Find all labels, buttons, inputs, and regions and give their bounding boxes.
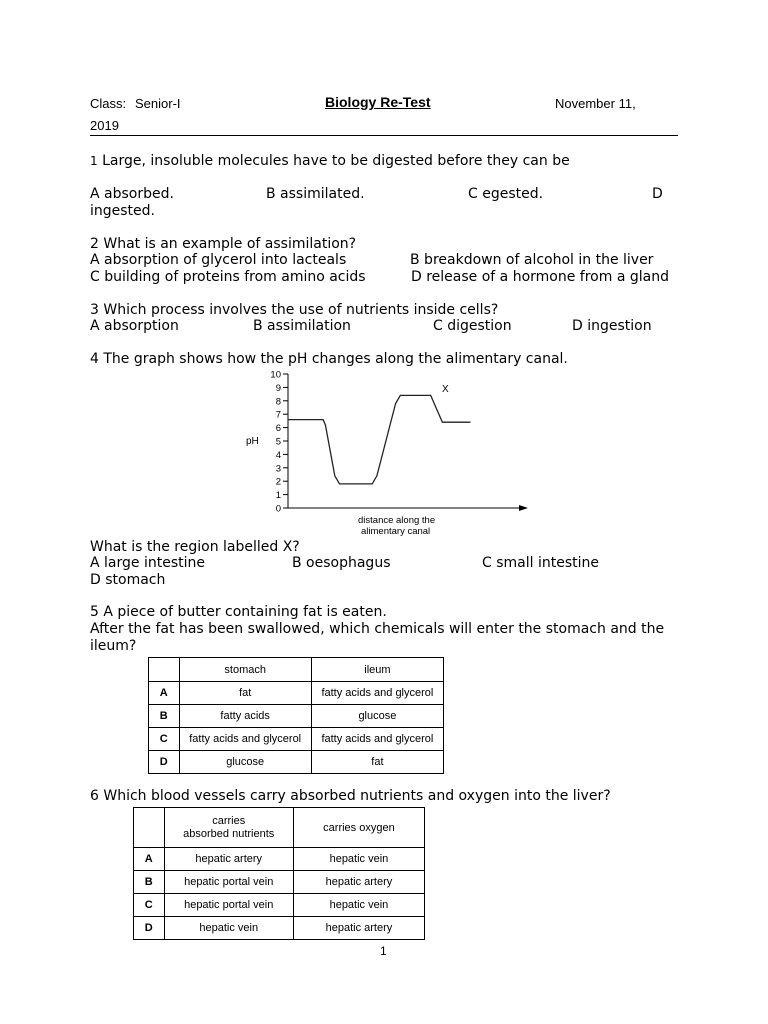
q3-option-a: A absorption	[90, 318, 179, 334]
date-line-2: 2019	[90, 118, 119, 133]
table-row	[149, 682, 444, 705]
chart-annotation-x: X	[442, 384, 449, 395]
q1-option-b: B assimilated.	[266, 186, 365, 202]
table-row	[134, 871, 425, 894]
q5-answer-table	[148, 657, 444, 774]
q3-option-c: C digestion	[433, 318, 512, 334]
table-cell: C	[134, 894, 165, 917]
page-number: 1	[380, 944, 387, 958]
table-header-cell	[164, 808, 293, 848]
chart-y-tick-label: 4	[275, 449, 281, 461]
table-cell: glucose	[311, 705, 443, 728]
chart-y-axis-label: pH	[246, 436, 259, 447]
table-header-cell: stomach	[179, 658, 311, 682]
q1-option-a: A absorbed.	[90, 186, 174, 202]
question-1	[90, 153, 570, 169]
class-value: Senior-I	[135, 96, 181, 111]
chart-y-tick-label: 5	[275, 436, 281, 448]
table-cell: hepatic artery	[293, 917, 424, 940]
table-row	[134, 848, 425, 871]
q4-option-c: C small intestine	[482, 555, 599, 571]
table-cell: fatty acids and glycerol	[311, 682, 443, 705]
table-row	[134, 894, 425, 917]
table-cell: A	[149, 682, 180, 705]
table-cell: fatty acids and glycerol	[179, 728, 311, 751]
chart-y-tick-label: 10	[270, 369, 281, 381]
question-1-number: 1	[90, 154, 98, 168]
class-label: Class:	[90, 96, 127, 111]
chart-y-tick-label: 6	[275, 423, 281, 435]
q1-option-d-text: ingested.	[90, 203, 155, 219]
q1-option-d-letter: D	[652, 186, 663, 202]
question-5-line-3: ileum?	[90, 638, 137, 654]
q3-option-b: B assimilation	[253, 318, 351, 334]
q3-option-d: D ingestion	[572, 318, 652, 334]
chart-y-tick-label: 2	[275, 476, 281, 488]
table-cell: hepatic vein	[293, 894, 424, 917]
q2-option-d: D release of a hormone from a gland	[411, 269, 669, 285]
q4-option-b: B oesophagus	[292, 555, 391, 571]
question-2: 2 What is an example of assimilation?	[90, 236, 357, 252]
table-cell: hepatic vein	[293, 848, 424, 871]
q4-option-d: D stomach	[90, 572, 166, 588]
table-row	[134, 917, 425, 940]
q1-option-c: C egested.	[468, 186, 544, 202]
table-header-cell	[149, 658, 180, 682]
q6-answer-table	[133, 807, 425, 940]
q2-option-b: B breakdown of alcohol in the liver	[410, 252, 654, 268]
date-line-1: November 11,	[555, 96, 636, 111]
table-cell: fat	[179, 682, 311, 705]
question-4: 4 The graph shows how the pH changes along the alimentary canal.	[90, 351, 568, 367]
q4-option-a: A large intestine	[90, 555, 205, 571]
table-header-cell	[134, 808, 165, 848]
chart-y-ticks	[270, 370, 288, 515]
table-cell: hepatic artery	[293, 871, 424, 894]
q2-option-a: A absorption of glycerol into lacteals	[90, 252, 347, 268]
header-line: carries	[212, 814, 246, 827]
table-cell: hepatic vein	[164, 917, 293, 940]
table-row	[149, 705, 444, 728]
table-row	[149, 728, 444, 751]
chart-y-tick-label: 1	[275, 490, 281, 502]
table-cell: B	[134, 871, 165, 894]
chart-x-axis-label-line2: alimentary canal	[361, 526, 431, 537]
question-5-line-2: After the fat has been swallowed, which chemicals will enter the stomach and the	[90, 621, 665, 637]
table-cell: fatty acids and glycerol	[311, 728, 443, 751]
table-row	[149, 751, 444, 774]
chart-y-tick-label: 8	[275, 396, 281, 408]
table-cell: A	[134, 848, 165, 871]
table-cell: fat	[311, 751, 443, 774]
table-cell: D	[149, 751, 180, 774]
page-title: Biology Re-Test	[325, 94, 431, 110]
table-cell: B	[149, 705, 180, 728]
table-cell: C	[149, 728, 180, 751]
chart-y-tick-label: 9	[275, 382, 281, 394]
chart-y-tick-label: 3	[275, 463, 281, 475]
header-rule	[90, 135, 678, 136]
table-cell: hepatic portal vein	[164, 894, 293, 917]
question-5-line-1: 5 A piece of butter containing fat is eaten.	[90, 604, 387, 620]
question-1-text: Large, insoluble molecules have to be digested before they can be	[102, 153, 570, 169]
table-cell: hepatic portal vein	[164, 871, 293, 894]
table-cell: glucose	[179, 751, 311, 774]
ph-line-chart	[240, 368, 530, 540]
table-header-cell: carries oxygen	[293, 808, 424, 848]
table-header-cell: ileum	[311, 658, 443, 682]
header-line: absorbed nutrients	[183, 827, 275, 840]
chart-y-tick-label: 0	[275, 503, 281, 515]
question-6: 6 Which blood vessels carry absorbed nutrients and oxygen into the liver?	[90, 788, 611, 804]
table-cell: fatty acids	[179, 705, 311, 728]
chart-x-axis-label-line1: distance along the	[358, 515, 436, 526]
question-3: 3 Which process involves the use of nutrients inside cells?	[90, 302, 499, 318]
table-cell: hepatic artery	[164, 848, 293, 871]
question-4-followup: What is the region labelled X?	[90, 539, 300, 555]
chart-series-line	[288, 395, 471, 484]
chart-y-tick-label: 7	[275, 409, 281, 421]
chart-x-axis-arrow	[519, 505, 528, 511]
q2-option-c: C building of proteins from amino acids	[90, 269, 366, 285]
table-cell: D	[134, 917, 165, 940]
